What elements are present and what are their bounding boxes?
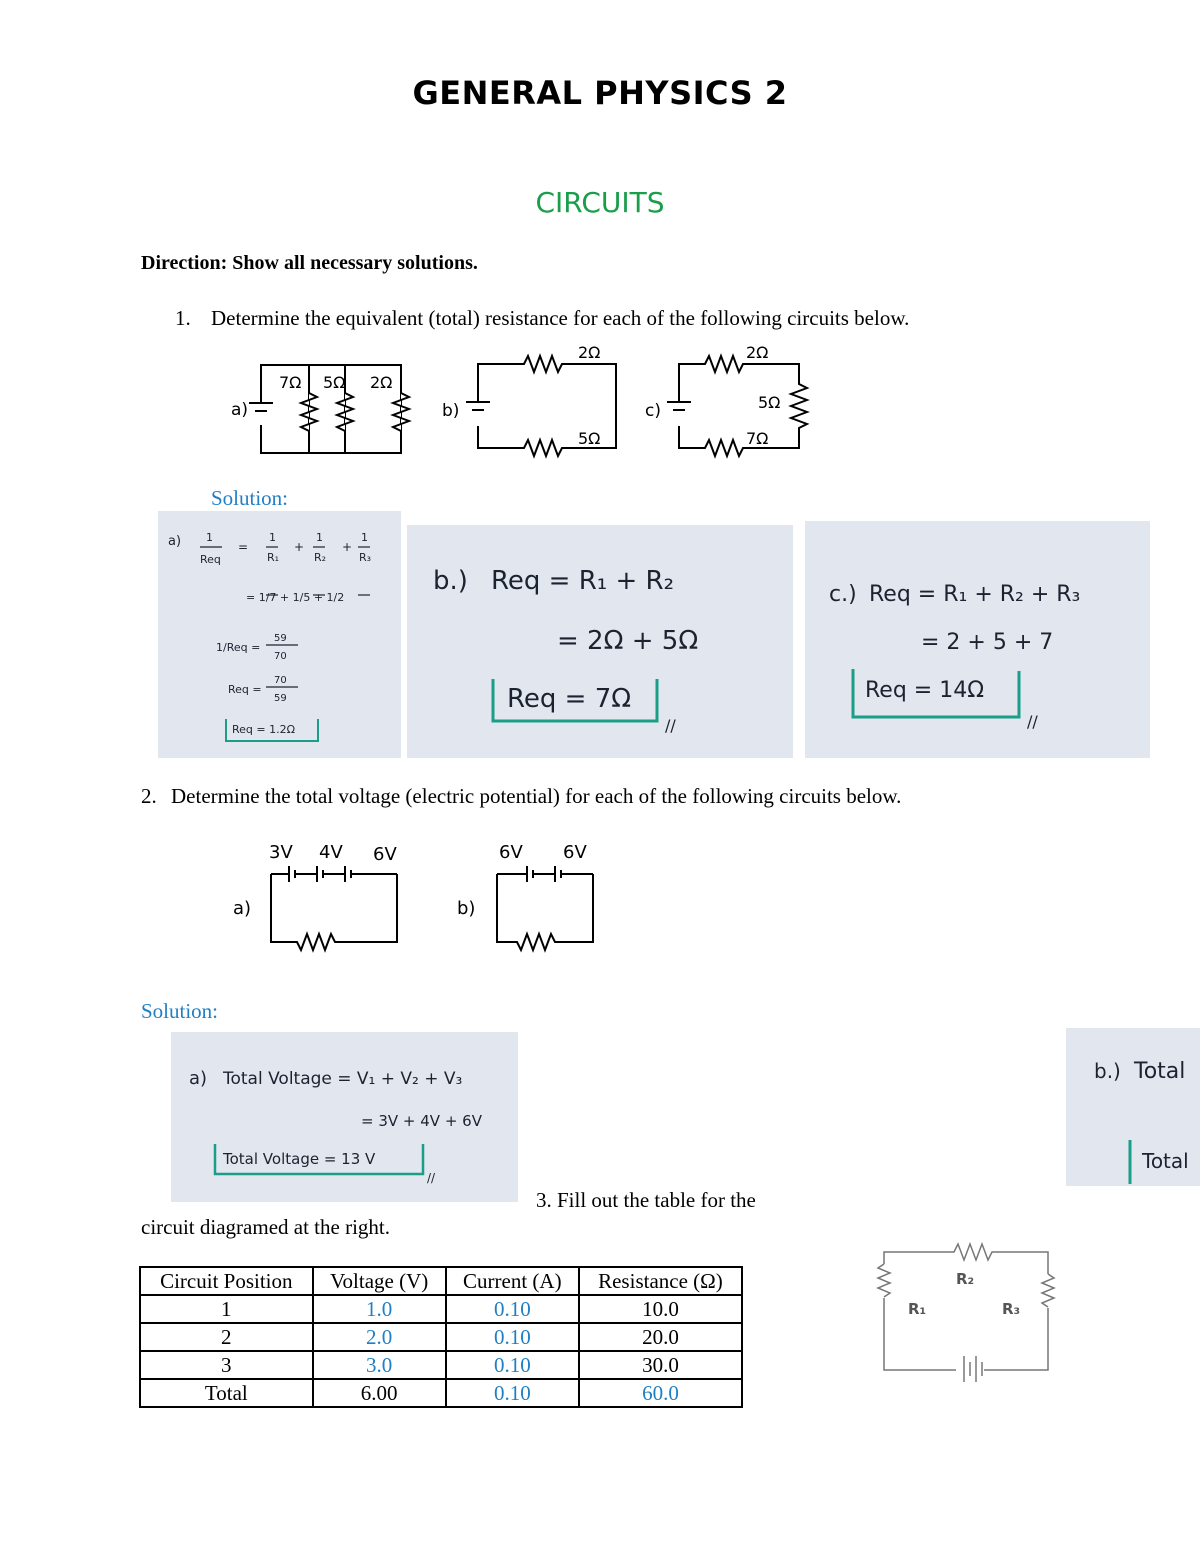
- q2-solution-label: Solution:: [141, 999, 219, 1023]
- q1b-r1-label: 2Ω: [578, 343, 601, 362]
- q1a-label: a): [231, 400, 249, 420]
- cell-voltage: 2.0: [313, 1323, 446, 1351]
- cell-current: 0.10: [446, 1323, 579, 1351]
- cell-resistance: 30.0: [579, 1351, 742, 1379]
- section-title: CIRCUITS: [535, 186, 665, 219]
- table-row: [140, 1295, 742, 1323]
- q2b-sol-line1: Total: [1134, 1059, 1186, 1084]
- svg-text:+: +: [294, 540, 305, 554]
- q2a-sol-line1: Total Voltage = V₁ + V₂ + V₃: [223, 1069, 463, 1089]
- q1-diagram-c: [643, 340, 833, 470]
- svg-text:1: 1: [316, 531, 323, 544]
- q2-diagram-a: [225, 838, 415, 968]
- svg-text:1: 1: [269, 531, 276, 544]
- q2a-sol-final: Total Voltage = 13 V: [223, 1150, 376, 1168]
- q1c-sol-line1: Req = R₁ + R₂ + R₃: [869, 582, 1081, 607]
- svg-text://: //: [665, 716, 676, 735]
- cell-voltage: 6.00: [313, 1379, 446, 1407]
- svg-text:1: 1: [361, 531, 368, 544]
- q1a-r1-label: 7Ω: [279, 373, 302, 392]
- q3-r1-label: R₁: [908, 1300, 927, 1318]
- q1a-sol-line2: = 1/7 + 1/5 + 1/2: [246, 591, 345, 604]
- cell-resistance: 20.0: [579, 1323, 742, 1351]
- table-row: [140, 1351, 742, 1379]
- q1a-sol-den2: 59: [274, 693, 287, 704]
- q2-number: 2.: [141, 784, 157, 808]
- svg-text://: //: [427, 1171, 436, 1185]
- q2-text: Determine the total voltage (electric potential) for each of the following circuits below.: [171, 784, 902, 808]
- cell-voltage: 1.0: [313, 1295, 446, 1323]
- q1b-sol-line2: = 2Ω + 5Ω: [557, 626, 699, 656]
- table-row-total: [140, 1379, 742, 1407]
- page-title: GENERAL PHYSICS 2: [412, 74, 788, 112]
- cell-resistance: 10.0: [579, 1295, 742, 1323]
- table-header-row: [140, 1267, 742, 1295]
- cell-position: 2: [140, 1323, 313, 1351]
- q1-solution-c-card: [805, 521, 1150, 758]
- q2b-batt2-label: 6V: [563, 842, 587, 863]
- q1c-sol-label: c.): [829, 582, 857, 607]
- q1c-r2-label: 5Ω: [758, 393, 781, 412]
- q1-solution-b-card: [407, 525, 793, 758]
- q2a-handwriting: [171, 1032, 518, 1202]
- cell-position: 3: [140, 1351, 313, 1379]
- cell-position: Total: [140, 1379, 313, 1407]
- q1a-sol-final: Req = 1.2Ω: [232, 723, 296, 736]
- q1-diagram-a: [225, 355, 415, 465]
- q1c-r3-label: 7Ω: [746, 429, 769, 448]
- direction-text: Direction: Show all necessary solutions.: [141, 252, 478, 274]
- q2b-sol-label: b.): [1094, 1059, 1121, 1083]
- q3-text-part1: 3. Fill out the table for the: [536, 1188, 756, 1212]
- svg-text:=: =: [238, 540, 249, 554]
- svg-text://: //: [1027, 712, 1038, 731]
- q1a-sol-label: a): [168, 534, 182, 549]
- q1a-sol-den1: 70: [274, 651, 287, 662]
- q2a-sol-line2: = 3V + 4V + 6V: [361, 1112, 482, 1130]
- q1c-r1-label: 2Ω: [746, 343, 769, 362]
- q1a-r2-label: 5Ω: [323, 373, 346, 392]
- cell-current: 0.10: [446, 1295, 579, 1323]
- svg-text:R₃: R₃: [359, 551, 372, 564]
- svg-text:R₂: R₂: [314, 551, 327, 564]
- svg-text:+: +: [342, 540, 353, 554]
- svg-text:R₁: R₁: [267, 551, 280, 564]
- q1b-label: b): [442, 401, 460, 421]
- cell-current: 0.10: [446, 1379, 579, 1407]
- q3-r3-label: R₃: [1002, 1300, 1021, 1318]
- q1a-sol-num2: 70: [274, 675, 287, 686]
- q3-table: [139, 1266, 743, 1408]
- q2b-sol-final: Total: [1142, 1149, 1189, 1173]
- cell-current: 0.10: [446, 1351, 579, 1379]
- q2-diagram-b: [455, 838, 605, 968]
- svg-text:Req =: Req =: [228, 683, 262, 696]
- q3-text-part2: circuit diagramed at the right.: [141, 1215, 390, 1239]
- col-header-voltage: Voltage (V): [313, 1267, 446, 1295]
- col-header-current: Current (A): [446, 1267, 579, 1295]
- q1b-sol-final: Req = 7Ω: [507, 684, 632, 714]
- q1-number: 1.: [175, 306, 191, 330]
- svg-text:Req: Req: [200, 553, 221, 566]
- q2a-label: a): [233, 898, 252, 919]
- q1-solution-label: Solution:: [211, 486, 289, 510]
- cell-voltage: 3.0: [313, 1351, 446, 1379]
- q1a-sol-num1: 59: [274, 633, 287, 644]
- q1b-sol-line1: Req = R₁ + R₂: [491, 566, 675, 596]
- table-row: [140, 1323, 742, 1351]
- q1a-handwriting: [158, 511, 401, 758]
- q2-solution-b-card: [1066, 1028, 1200, 1186]
- q1b-sol-label: b.): [433, 566, 468, 596]
- q1b-handwriting: [407, 525, 793, 758]
- q2a-batt1-label: 3V: [269, 842, 293, 863]
- q2b-handwriting: [1066, 1028, 1200, 1186]
- col-header-resistance: Resistance (Ω): [579, 1267, 742, 1295]
- svg-text:1: 1: [206, 531, 213, 544]
- col-header-position: Circuit Position: [140, 1267, 313, 1295]
- q3-r2-label: R₂: [956, 1270, 975, 1288]
- q1-text: Determine the equivalent (total) resistance for each of the following circuits below.: [211, 306, 910, 330]
- q2b-batt1-label: 6V: [499, 842, 523, 863]
- q3-circuit-diagram: [868, 1230, 1068, 1390]
- q1b-r2-label: 5Ω: [578, 429, 601, 448]
- q1c-sol-final: Req = 14Ω: [865, 678, 985, 703]
- q1-solution-a-card: [158, 511, 401, 758]
- q2a-sol-label: a): [189, 1068, 208, 1089]
- cell-resistance: 60.0: [579, 1379, 742, 1407]
- q1c-label: c): [645, 401, 661, 421]
- q2-solution-a-card: [171, 1032, 518, 1202]
- cell-position: 1: [140, 1295, 313, 1323]
- q2a-batt3-label: 6V: [373, 844, 397, 865]
- svg-text:1/Req =: 1/Req =: [216, 641, 261, 654]
- q1c-sol-line2: = 2 + 5 + 7: [921, 630, 1054, 655]
- q2b-label: b): [457, 898, 476, 919]
- q2a-batt2-label: 4V: [319, 842, 343, 863]
- q1-diagram-b: [440, 340, 630, 470]
- q1a-r3-label: 2Ω: [370, 373, 393, 392]
- q1c-handwriting: [805, 521, 1150, 758]
